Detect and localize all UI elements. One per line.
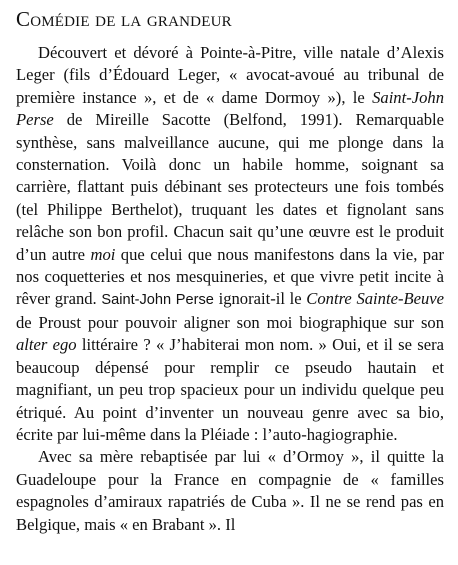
paragraph-1-sans-name: Saint-John Perse [101,292,214,309]
paragraph-1-italic-alter-ego: alter ego [16,335,77,355]
paragraph-1-text-4: ignorait-il le [213,289,307,309]
paragraph-1-text-6: littéraire ? « J’habiterai mon nom. » Oui, et il se sera beaucoup dépensé pour remplir ce pseudo hautain et magnifiant, un peu trop spacieux pour un individu quelque peu étriqué. Au point d’inventer un nouveau genre avec sa bio, écrite par lui-même dans la Pléiade : l’auto-hagiographie. [16,335,444,444]
paragraph-2-text-1: Avec sa mère rebaptisée par lui « d’Ormoy », il quitte la Guadeloupe pour la France en compagnie de « familles espagnoles d’amiraux rapatriés de Cuba ». Il ne se rend pas en Belgique, mais « en Brabant ». Il [16,447,444,534]
section-title: Comédie de la grandeur [16,7,232,31]
paragraph-1-italic-book-title: Saint-John Perse [16,87,444,130]
paragraph-1-text-2: de Mireille Sacotte (Belfond, 1991). Remarquable synthèse, sans malveillance aucune, qui me plonge dans la consternation. Voilà donc un habile homme, soignant sa carrière, flattant puis débinant ses protecteurs une fois tombés (tel Philippe Berthelot), truquant les dates et fignolant sans relâche son bon profil. Chacun sait qu’une œuvre est le produit d’un autre [16,110,444,264]
paragraph-1-text-1: Découvert et dévoré à Pointe-à-Pitre, ville natale d’Alexis Leger (fils d’Édouard Leger, « avocat-avoué au tribunal de première instance », et de « dame Dormoy »), le [16,43,444,107]
paragraph-1-text-3: que celui que nous manifestons dans la vie, par nos coquetteries et nos mesquineries, et que vivre petit incite à rêver grand. [16,244,444,309]
document-page [16,6,444,536]
paragraph-2 [16,446,444,536]
paragraph-1 [16,42,444,446]
paragraph-1-italic-moi: moi [90,244,116,264]
paragraph-1-text-5: de Proust pour pouvoir aligner son moi biographique sur son [16,312,444,332]
paragraph-1-italic-proust-title: Contre Sainte-Beuve [306,289,444,309]
